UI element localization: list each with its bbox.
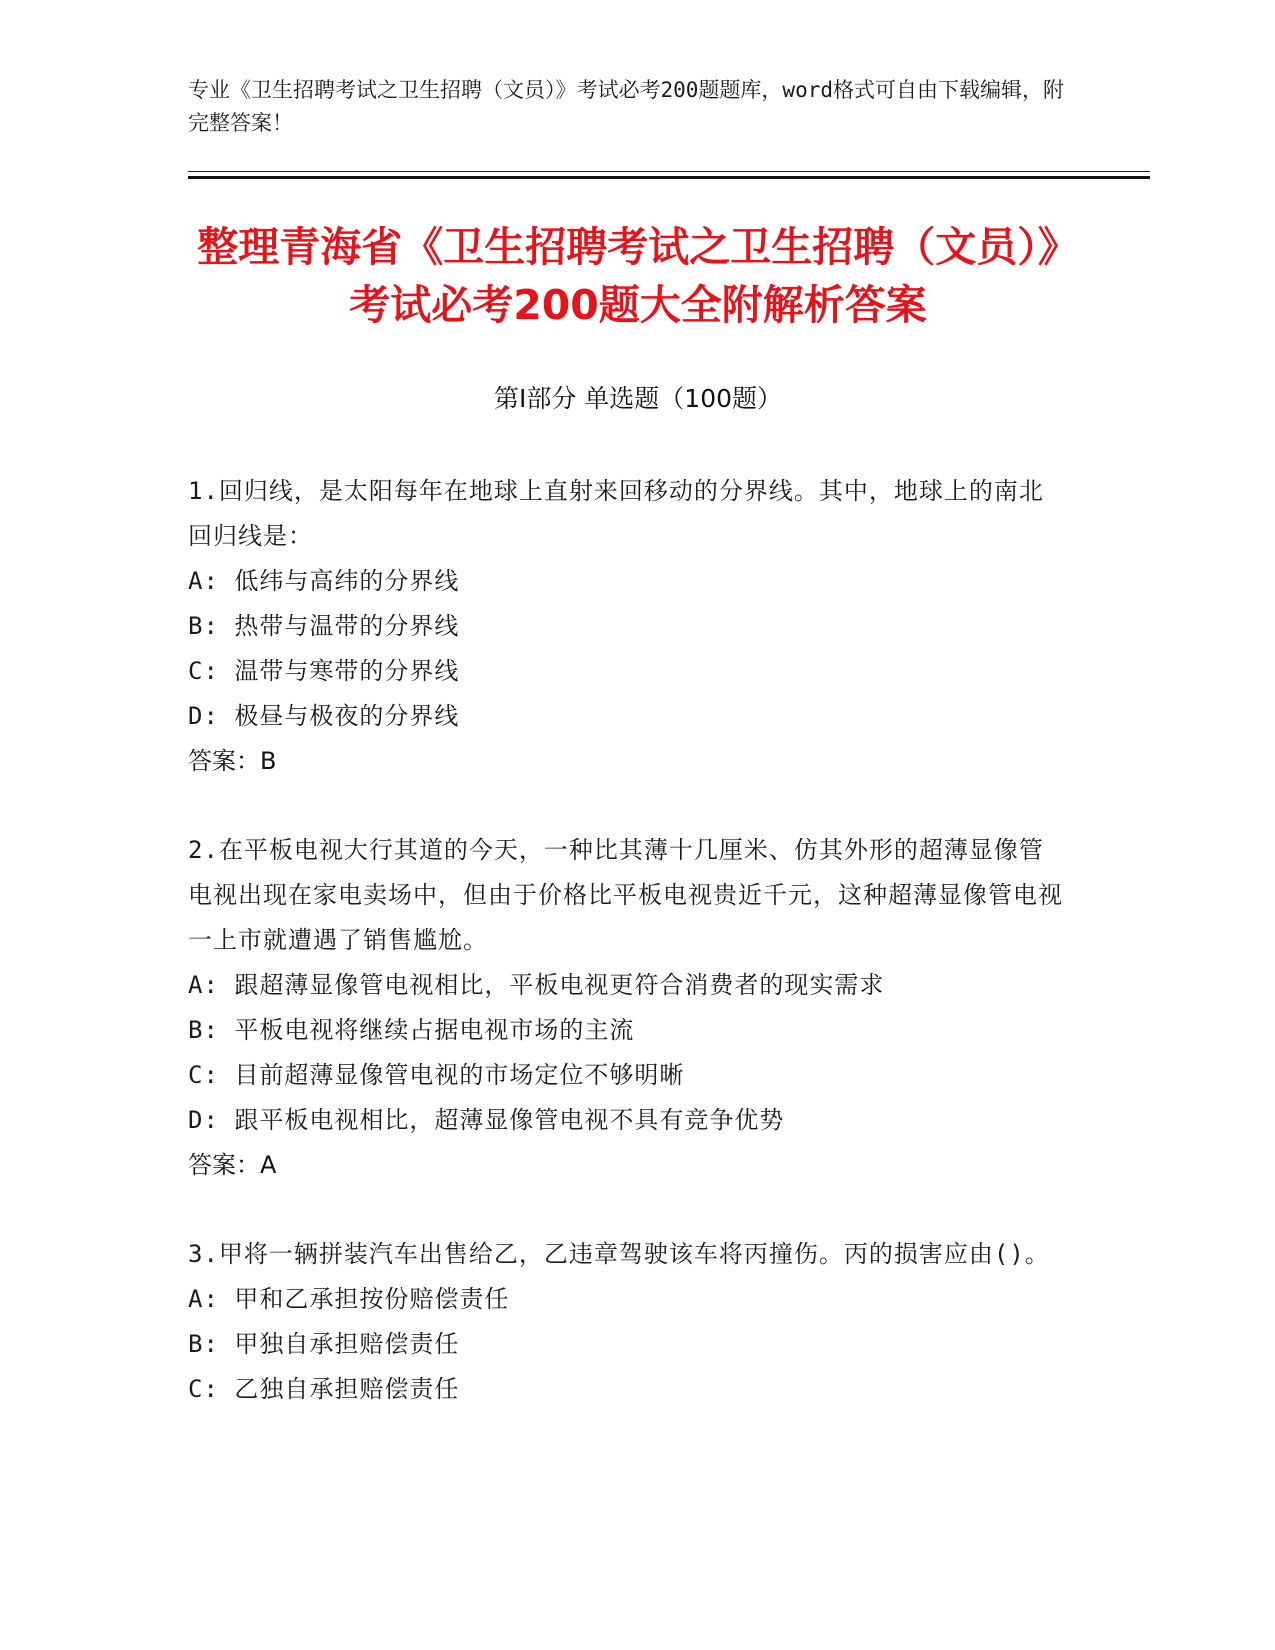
question-2 (188, 828, 1068, 1188)
option-c: C: 温带与寒带的分界线 (188, 657, 460, 685)
option-c: C: 目前超薄显像管电视的市场定位不够明晰 (188, 1061, 685, 1089)
section-heading: 第Ⅰ部分 单选题（100题） (493, 384, 783, 413)
question-list (188, 469, 1068, 1456)
option-b: B: 甲独自承担赔偿责任 (188, 1330, 460, 1358)
answer: 答案：A (188, 1151, 277, 1179)
document-title: 整理青海省《卫生招聘考试之卫生招聘（文员）》考试必考200题大全附解析答案 (197, 223, 1079, 329)
header-divider-thin (188, 171, 1150, 172)
header-divider-thick (188, 176, 1150, 179)
option-b: B: 热带与温带的分界线 (188, 612, 460, 640)
answer: 答案：B (188, 747, 277, 775)
question-stem: 1.回归线，是太阳每年在地球上直射来回移动的分界线。其中，地球上的南北回归线是： (188, 477, 1044, 550)
question-stem: 3.甲将一辆拼装汽车出售给乙，乙违章驾驶该车将丙撞伤。丙的损害应由()。 (188, 1240, 1050, 1268)
option-a: A: 甲和乙承担按份赔偿责任 (188, 1285, 510, 1313)
option-c: C: 乙独自承担赔偿责任 (188, 1375, 460, 1403)
option-d: D: 极昼与极夜的分界线 (188, 702, 460, 730)
option-a: A: 低纬与高纬的分界线 (188, 567, 460, 595)
option-b: B: 平板电视将继续占据电视市场的主流 (188, 1016, 635, 1044)
question-3 (188, 1232, 1068, 1412)
option-d: D: 跟平板电视相比，超薄显像管电视不具有竞争优势 (188, 1106, 785, 1134)
question-stem: 2.在平板电视大行其道的今天，一种比其薄十几厘米、仿其外形的超薄显像管电视出现在家电卖场中，但由于价格比平板电视贵近千元，这种超薄显像管电视一上市就遭遇了销售尴尬。 (188, 836, 1063, 954)
option-a: A: 跟超薄显像管电视相比，平板电视更符合消费者的现实需求 (188, 971, 885, 999)
question-1 (188, 469, 1068, 784)
header-note: 专业《卫生招聘考试之卫生招聘（文员）》考试必考200题题库，word格式可自由下载编辑，附完整答案！ (188, 78, 1064, 135)
